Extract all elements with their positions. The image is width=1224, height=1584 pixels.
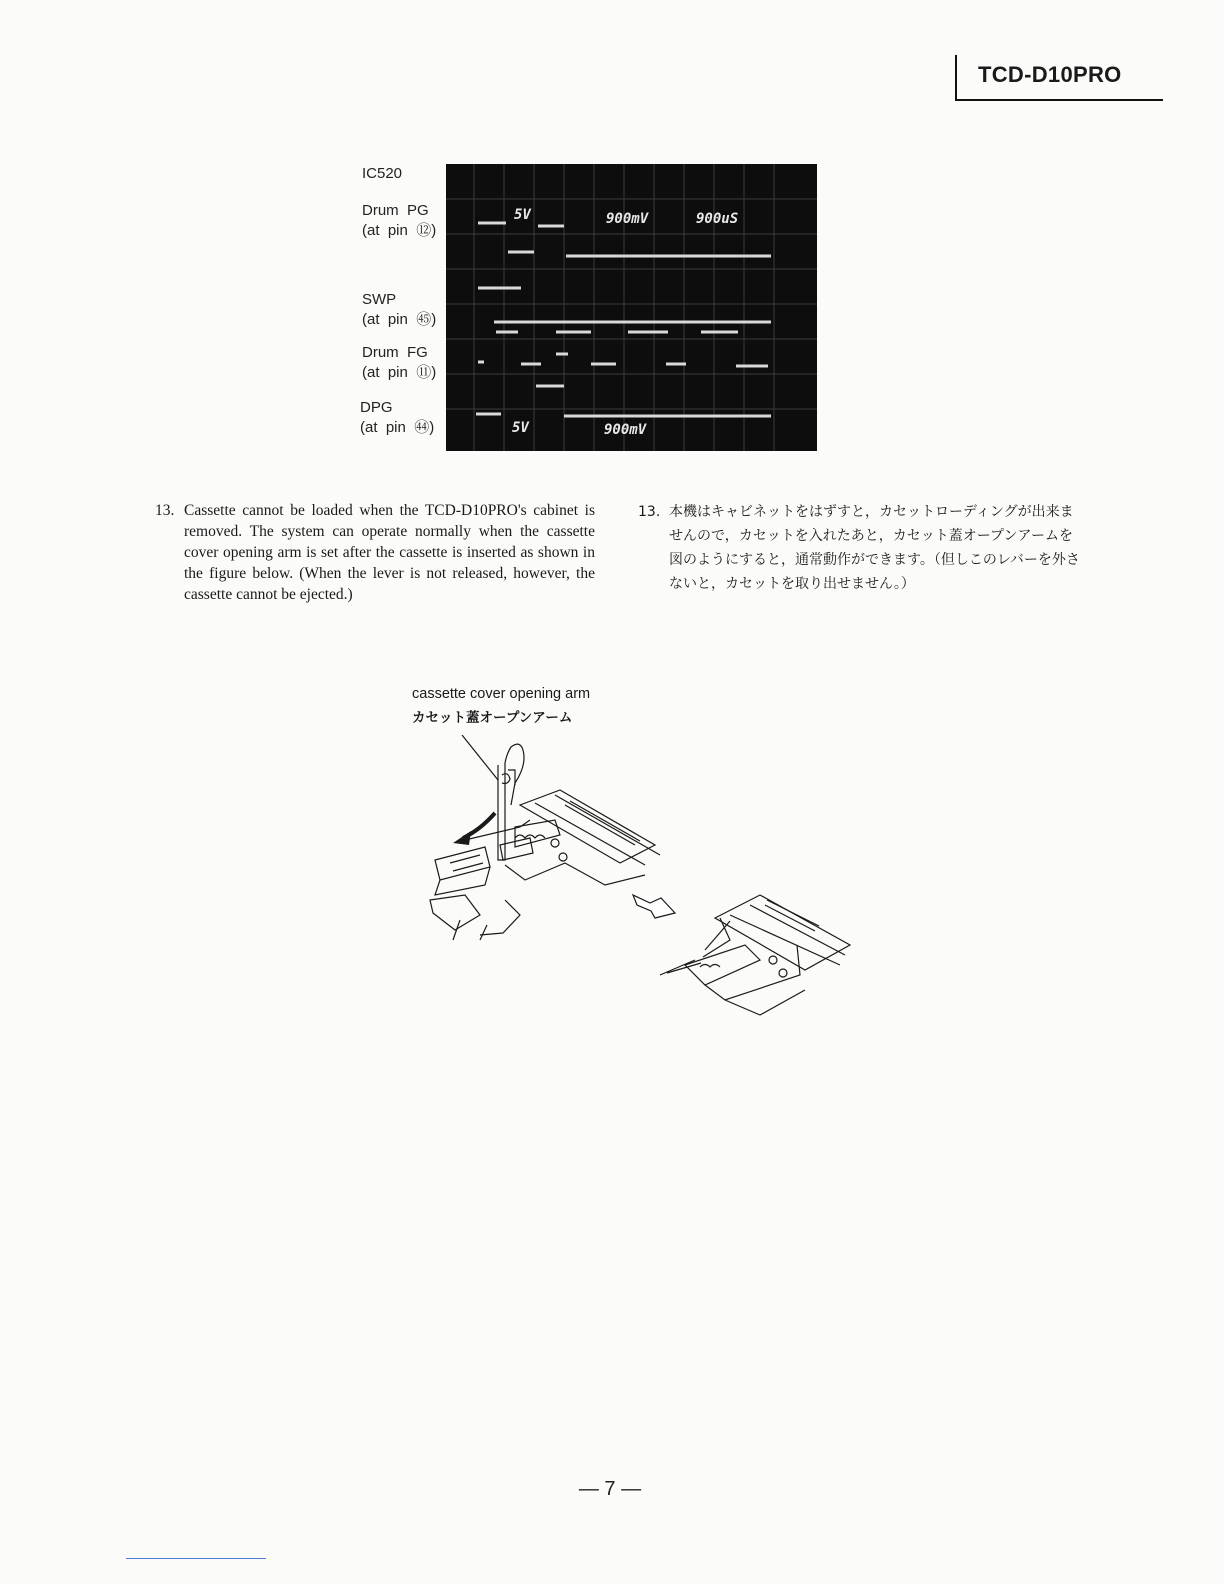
signal-pin: (at pin ㊺) [362, 311, 437, 328]
instruction-number: 13. [638, 504, 661, 520]
mechanism-chassis-left [430, 790, 660, 940]
instruction-japanese [638, 500, 1083, 596]
scan-edge-line [126, 1558, 266, 1559]
readout-bottom-mv: 900mV [604, 422, 647, 438]
instruction-english [155, 500, 595, 605]
oscilloscope-trace [446, 164, 817, 451]
signal-pin: (at pin ㊹) [360, 419, 435, 436]
leader-line [462, 735, 498, 780]
signal-label-drum-fg [362, 343, 436, 383]
signal-label-drum-pg [362, 201, 436, 241]
header-rule-vertical [955, 55, 957, 101]
signal-name: Drum PG [362, 202, 429, 219]
readout-top-time: 900uS [696, 211, 739, 227]
readout-bottom-volt: 5V [512, 420, 529, 436]
page-number: — 7 — [578, 1478, 642, 1500]
instruction-text: 本機はキャビネットをはずすと，カセットローディングが出来ませんので，カセットを入れたあと，カセット蓋オープンアームを図のようにすると，通常動作ができます。（但しこのレバーを外さないと，カセットを取り出せません。） [669, 504, 1080, 592]
instruction-text: Cassette cannot be loaded when the TCD-D10PRO's cabinet is removed. The system can operate normally when the cassette cover opening arm is set after the cassette is inserted as shown in the figure below. (When the lever is not released, however, the cassette cannot be ejected.) [184, 502, 595, 603]
ic-label: IC520 [362, 165, 403, 182]
signal-pin: (at pin ⑫) [362, 222, 437, 239]
figure-label-english: cassette cover opening arm [412, 686, 591, 702]
readout-top-volt: 5V [514, 207, 531, 223]
rotation-arrow-head [453, 831, 471, 845]
figure-label-japanese: カセット蓋オープンアーム [412, 710, 573, 726]
signal-pin: (at pin ⑪) [362, 364, 437, 381]
oscilloscope-photo [446, 164, 817, 451]
signal-label-swp [362, 290, 436, 330]
cassette-mechanism-illustration [405, 735, 865, 1020]
signal-name: Drum FG [362, 344, 428, 361]
model-number: TCD-D10PRO [978, 62, 1122, 87]
signal-name: SWP [362, 291, 397, 308]
transition-arrow [633, 895, 675, 918]
instruction-number: 13. [155, 502, 175, 519]
header-rule-horizontal [955, 99, 1163, 101]
signal-label-dpg [360, 398, 434, 438]
readout-top-mv: 900mV [606, 211, 649, 227]
signal-name: DPG [360, 399, 393, 416]
mechanism-chassis-right [660, 895, 850, 1015]
